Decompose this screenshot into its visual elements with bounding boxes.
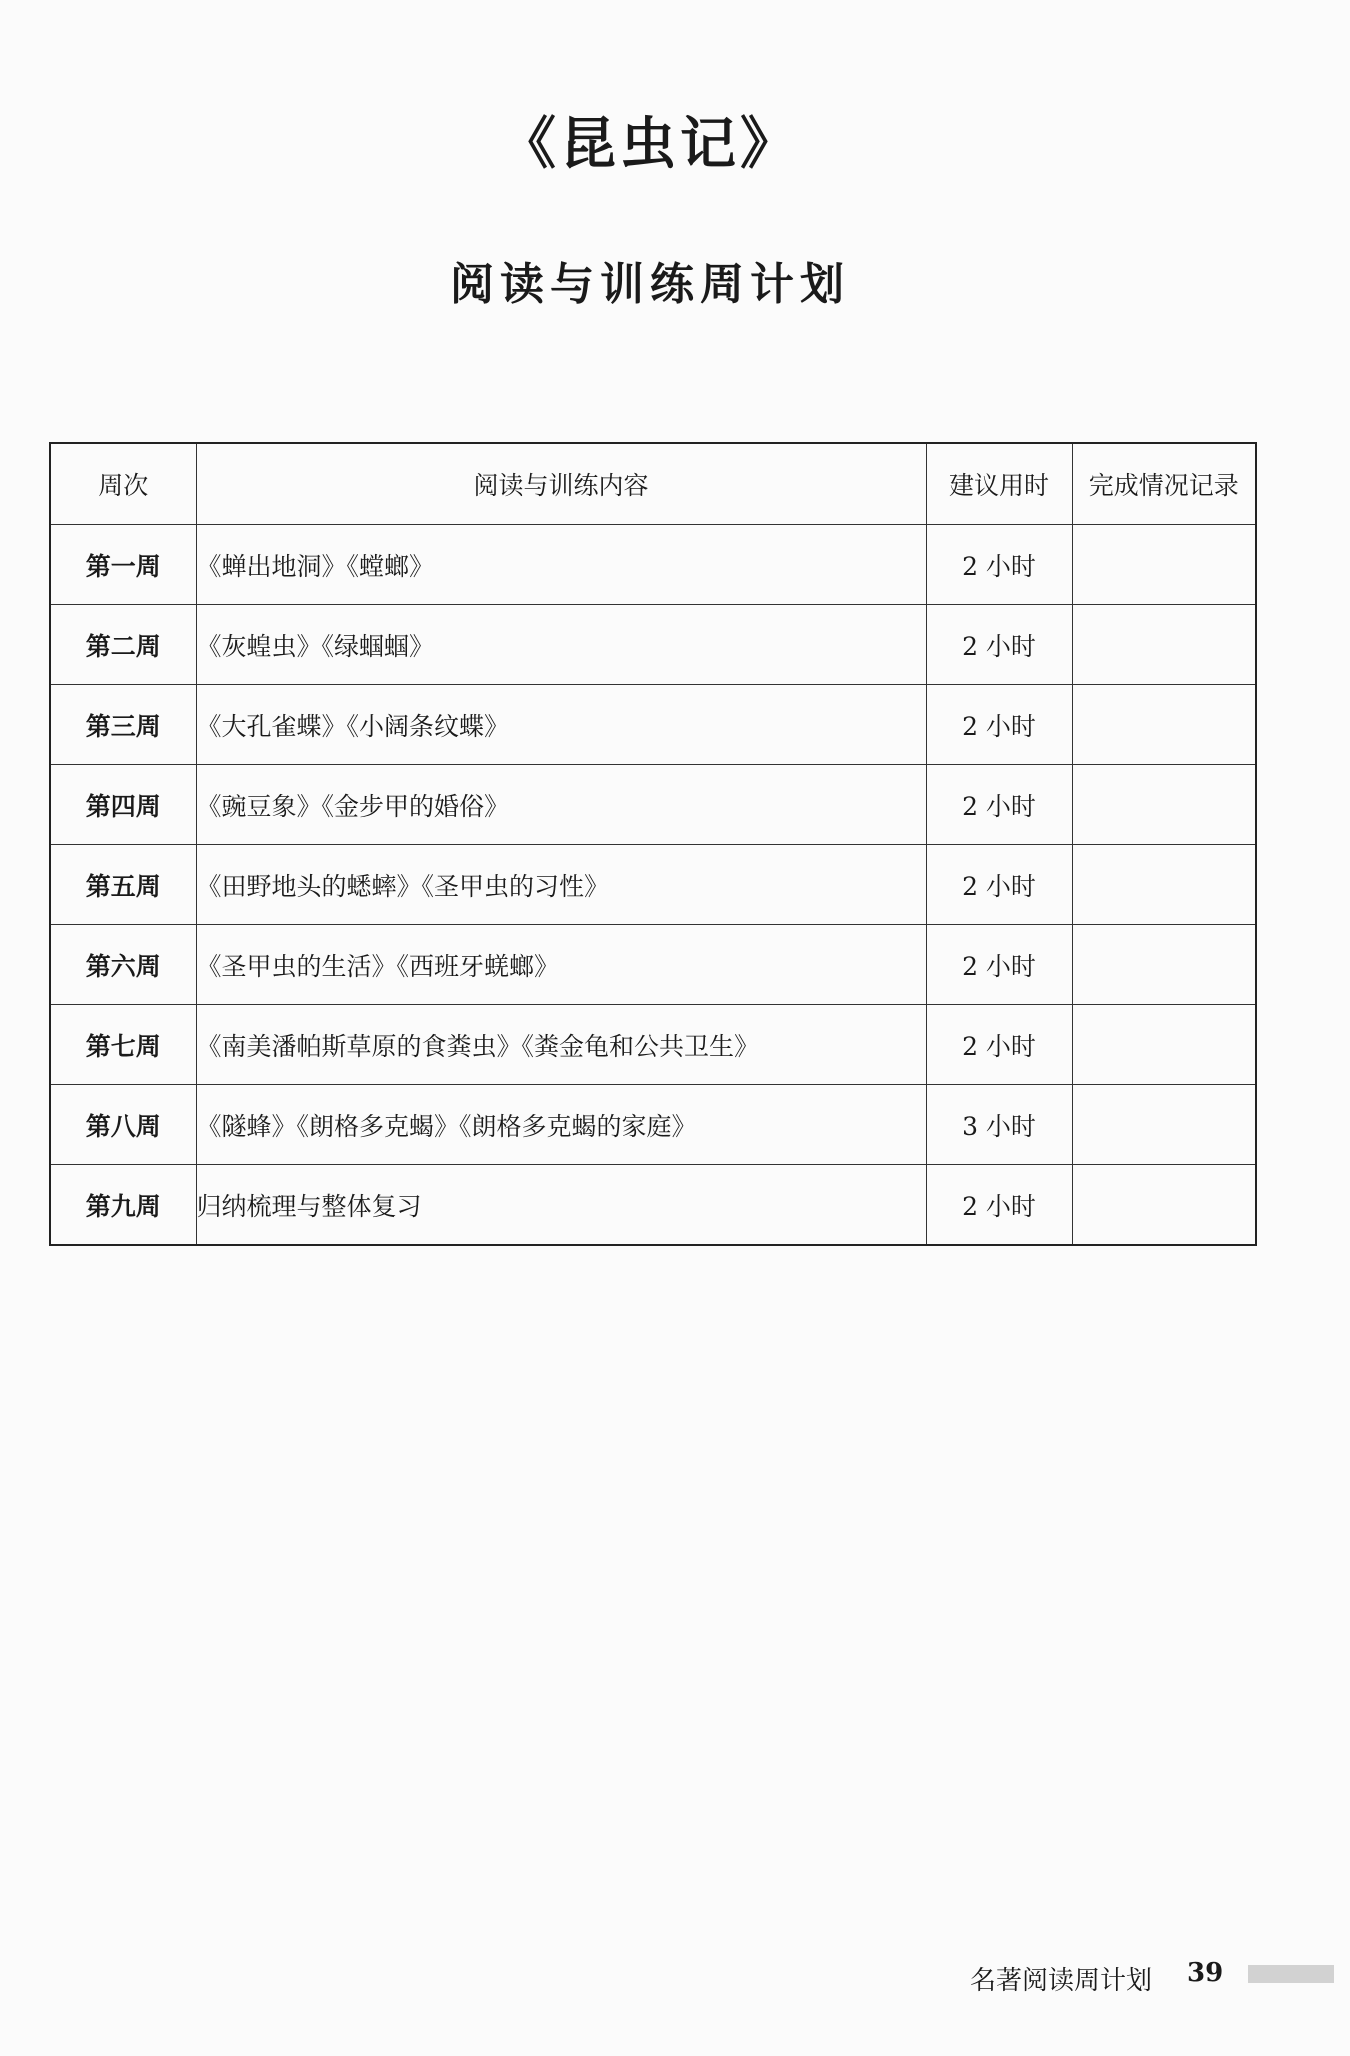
content-cell: 《南美潘帕斯草原的食粪虫》《粪金龟和公共卫生》 — [196, 1005, 926, 1085]
week-cell: 第三周 — [50, 685, 196, 765]
content-cell: 《大孔雀蝶》《小阔条纹蝶》 — [196, 685, 926, 765]
record-cell[interactable] — [1072, 1085, 1256, 1165]
content-cell: 《田野地头的蟋蟀》《圣甲虫的习性》 — [196, 845, 926, 925]
book-title: 《昆虫记》 — [500, 111, 800, 177]
column-header-content: 阅读与训练内容 — [196, 443, 926, 525]
week-cell: 第四周 — [50, 765, 196, 845]
week-cell: 第八周 — [50, 1085, 196, 1165]
week-cell: 第一周 — [50, 525, 196, 605]
time-cell: 2 小时 — [926, 845, 1072, 925]
week-cell: 第二周 — [50, 605, 196, 685]
time-cell: 3 小时 — [926, 1085, 1072, 1165]
weekly-plan-table — [49, 442, 1257, 1246]
content-cell: 《蝉出地洞》《螳螂》 — [196, 525, 926, 605]
table-row — [50, 845, 1256, 925]
week-cell: 第九周 — [50, 1165, 196, 1246]
record-cell[interactable] — [1072, 525, 1256, 605]
time-cell: 2 小时 — [926, 525, 1072, 605]
time-cell: 2 小时 — [926, 765, 1072, 845]
plan-subtitle: 阅读与训练周计划 — [450, 259, 850, 310]
table-row — [50, 765, 1256, 845]
footer-label: 名著阅读周计划 — [970, 1966, 1153, 1996]
time-cell: 2 小时 — [926, 685, 1072, 765]
time-cell: 2 小时 — [926, 1005, 1072, 1085]
table-row — [50, 925, 1256, 1005]
record-cell[interactable] — [1072, 765, 1256, 845]
content-cell: 《灰蝗虫》《绿蝈蝈》 — [196, 605, 926, 685]
time-cell: 2 小时 — [926, 605, 1072, 685]
record-cell[interactable] — [1072, 1165, 1256, 1246]
table-row — [50, 525, 1256, 605]
record-cell[interactable] — [1072, 845, 1256, 925]
time-cell: 2 小时 — [926, 925, 1072, 1005]
content-cell: 《圣甲虫的生活》《西班牙蜣螂》 — [196, 925, 926, 1005]
column-header-time: 建议用时 — [926, 443, 1072, 525]
record-cell[interactable] — [1072, 605, 1256, 685]
column-header-week: 周次 — [50, 443, 196, 525]
week-cell: 第七周 — [50, 1005, 196, 1085]
content-cell: 《豌豆象》《金步甲的婚俗》 — [196, 765, 926, 845]
footer-decoration-bar — [1248, 1965, 1334, 1983]
week-cell: 第六周 — [50, 925, 196, 1005]
week-cell: 第五周 — [50, 845, 196, 925]
content-cell: 《隧蜂》《朗格多克蝎》《朗格多克蝎的家庭》 — [196, 1085, 926, 1165]
table-row — [50, 605, 1256, 685]
table-row — [50, 1005, 1256, 1085]
time-cell: 2 小时 — [926, 1165, 1072, 1246]
record-cell[interactable] — [1072, 685, 1256, 765]
record-cell[interactable] — [1072, 925, 1256, 1005]
page-number: 39 — [1187, 1958, 1224, 1988]
content-cell: 归纳梳理与整体复习 — [196, 1165, 926, 1246]
table-header-row — [50, 443, 1256, 525]
table-row — [50, 685, 1256, 765]
record-cell[interactable] — [1072, 1005, 1256, 1085]
column-header-record: 完成情况记录 — [1072, 443, 1256, 525]
table-row — [50, 1085, 1256, 1165]
table-row — [50, 1165, 1256, 1246]
